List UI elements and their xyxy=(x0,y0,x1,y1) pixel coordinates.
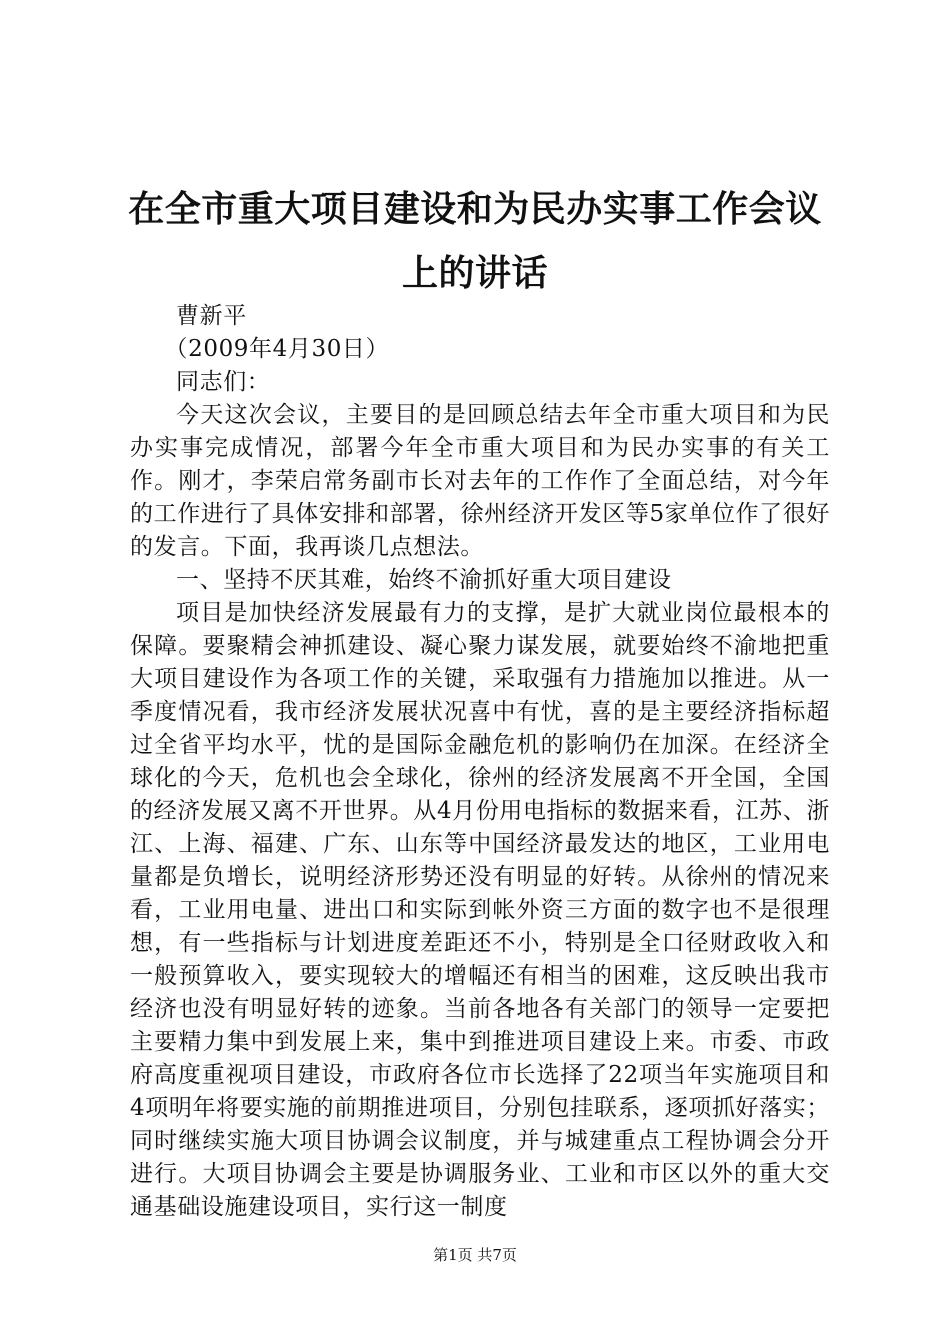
author-line: 曹新平 xyxy=(176,303,247,329)
paragraph-intro: 今天这次会议，主要目的是回顾总结去年全市重大项目和为民办实事完成情况，部署今年全市重大项目和为民办实事的有关工作。刚才，李荣启常务副市长对去年的工作作了全面总结，对今年的工作进行了具体安排和部署，徐州经济开发区等5家单位作了很好的发言。下面，我再谈几点想法。 xyxy=(130,402,830,560)
salutation: 同志们： xyxy=(176,369,271,395)
page-footer: 第1页 共7页 xyxy=(433,1246,517,1264)
section-heading: 一、坚持不厌其难，始终不渝抓好重大项目建设 xyxy=(176,567,672,593)
date-line: （2009年4月30日） xyxy=(164,336,390,362)
document-title: 在全市重大项目建设和为民办实事工作会议上的讲话 xyxy=(128,189,822,294)
document-body xyxy=(130,300,830,1224)
paragraph-projects: 项目是加快经济发展最有力的支撑，是扩大就业岗位最根本的保障。要聚精会神抓建设、凝心聚力谋发展，就要始终不渝地把重大项目建设作为各项工作的关键，采取强有力措施加以推进。从一季度情况看，我市经济发展状况喜中有忧，喜的是主要经济指标超过全省平均水平，忧的是国际金融危机的影响仍在加深。在经济全球化的今天，危机也会全球化，徐州的经济发展离不开全国，全国的经济发展又离不开世界。从4月份用电指标的数据来看，江苏、浙江、上海、福建、广东、山东等中国经济最发达的地区，工业用电量都是负增长，说明经济形势还没有明显的好转。从徐州的情况来看，工业用电量、进出口和实际到帐外资三方面的数字也不是很理想，有一些指标与计划进度差距还不小，特别是全口径财政收入和一般预算收入，要实现较大的增幅还有相当的困难，这反映出我市经济也没有明显好转的迹象。当前各地各有关部门的领导一定要把主要精力集中到发展上来，集中到推进项目建设上来。市委、市政府高度重视项目建设，市政府各位市长选择了22项当年实施项目和4项明年将要实施的前期推进项目，分别包挂联系，逐项抓好落实；同时继续实施大项目协调会议制度，并与城建重点工程协调会分开进行。大项目协调会主要是协调服务业、工业和市区以外的重大交通基础设施建设项目，实行这一制度 xyxy=(130,600,830,1220)
